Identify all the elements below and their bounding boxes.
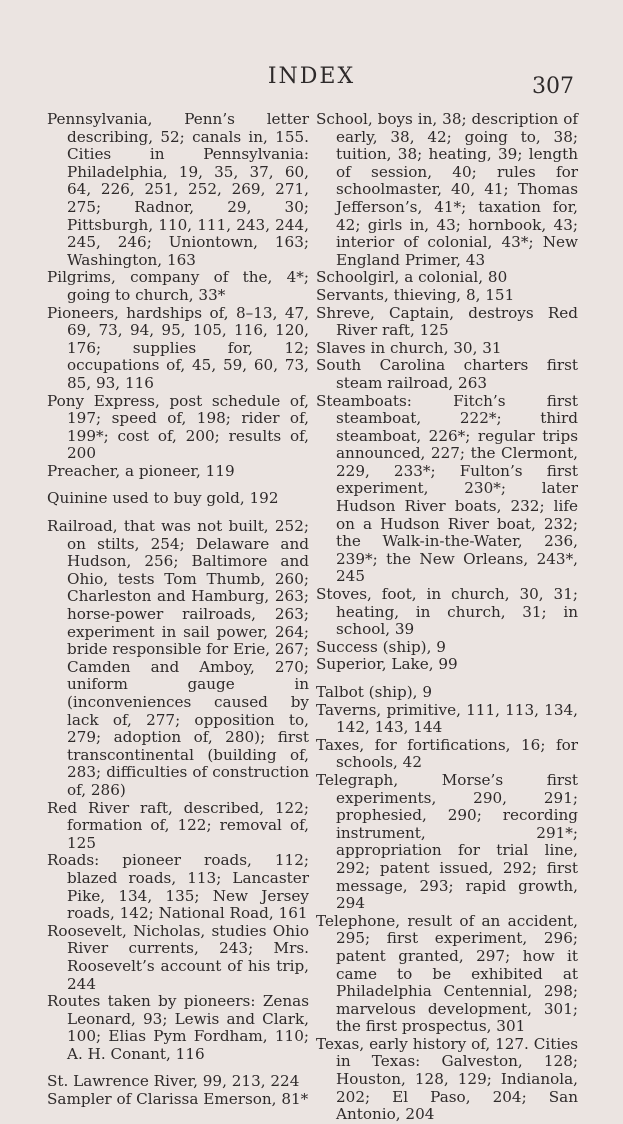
index-entry: Pony Express, post schedule of, 197; speed of, 198; rider of, 199*; cost of, 200; results of, 200: [47, 391, 309, 463]
index-entry: Schoolgirl, a colonial, 80: [316, 268, 508, 287]
index-entry: Talbot (ship), 9: [316, 683, 432, 701]
index-entry: Red River raft, described, 122; formation of, 122; removal of, 125: [47, 798, 309, 852]
index-entry: Routes taken by pioneers: Zenas Leonard, 93; Lewis and Clark, 100; Elias Pym Fordham, 110; A. H. Conant, 116: [47, 992, 309, 1063]
index-entry: Success (ship), 9: [316, 637, 446, 656]
index-entry: Preacher, a pioneer, 119: [47, 461, 235, 480]
index-entry: Sampler of Clarissa Emerson, 81*: [47, 1090, 309, 1109]
index-entry: Taverns, primitive, 111, 113, 134, 142, 143, 144: [316, 700, 578, 737]
index-entry: Taxes, for fortifications, 16; for schools, 42: [316, 735, 578, 772]
index-entry: Servants, thieving, 8, 151: [316, 285, 515, 304]
index-entry: Telephone, result of an accident, 295; first experiment, 296; patent granted, 297; how it came to be exhibited at Philadelphia Centennial, 298; marvelous development, 301; the first prospectus, 301: [316, 911, 578, 1036]
index-entry: Superior, Lake, 99: [316, 655, 458, 674]
index-entry: Slaves in church, 30, 31: [316, 338, 502, 357]
index-column-left: [47, 111, 309, 1109]
index-entry: Texas, early history of, 127. Cities in Texas: Galveston, 128; Houston, 128, 129; Indianola, 202; El Paso, 204; San Antonio, 204: [316, 1034, 578, 1124]
index-entry: Shreve, Captain, destroys Red River raft, 125: [316, 303, 578, 340]
page-number: 307: [532, 74, 574, 99]
index-entry: Telegraph, Morse’s first experiments, 290, 291; prophesied, 290; recording instrument, 291*; appropriation for trial line, 292; patent issued, 292; first message, 293; rapid growth, 294: [316, 770, 578, 913]
index-entry: St. Lawrence River, 99, 213, 224: [47, 1072, 300, 1091]
index-entry: South Carolina charters first steam railroad, 263: [316, 356, 578, 392]
index-column-right: [316, 111, 578, 1124]
index-entry: Railroad, that was not built, 252; on stilts, 254; Delaware and Hudson, 256; Baltimore and Ohio, tests Tom Thumb, 260; Charleston and Hamburg, 263; horse-power railroads, 263; experiment in sail power, 264; bride responsible for Erie, 267; Camden and Amboy, 270; uniform gauge in (inconveniences caused by lack of, 277; opposition to, 279; adoption of, 280); first transcontinental (building of, 283; difficulties of construction of, 286): [47, 517, 309, 799]
index-entry: Steamboats: Fitch’s first steamboat, 222*; third steamboat, 226*; regular trips announced, 227; the Clermont, 229, 233*; Fulton’s first experiment, 230*; later Hudson River boats, 232; life on a Hudson River boat, 232; the Walk-in-the-Water, 236, 239*; the New Orleans, 243*, 245: [316, 391, 578, 586]
index-entry: Pioneers, hardships of, 8–13, 47, 69, 73, 94, 95, 105, 116, 120, 176; supplies for, 12; occupations of, 45, 59, 60, 73, 85, 93, 116: [47, 303, 309, 392]
index-entry: Stoves, foot, in church, 30, 31; heating, in church, 31; in school, 39: [316, 585, 578, 639]
index-entry: Pennsylvania, Penn’s letter describing, 52; canals in, 155. Cities in Pennsylvania: Philadelphia, 19, 35, 37, 60, 64, 226, 251, 252, 269, 271, 275; Radnor, 29, 30; Pittsburgh, 110, 111, 243, 244, 245, 246; Uniontown, 163; Washington, 163: [47, 110, 309, 269]
index-entry: School, boys in, 38; description of early, 38, 42; going to, 38; tuition, 38; heating, 39; length of session, 40; rules for schoolmaster, 40, 41; Thomas Jefferson’s, 41*; taxation for, 42; girls in, 43; hornbook, 43; interior of colonial, 43*; New England Primer, 43: [316, 110, 578, 269]
index-entry: Roosevelt, Nicholas, studies Ohio River currents, 243; Mrs. Roosevelt’s account of his trip, 244: [47, 921, 309, 993]
index-entry: Quinine used to buy gold, 192: [47, 489, 279, 508]
index-entry: Pilgrims, company of the, 4*; going to church, 33*: [47, 268, 309, 304]
running-head: INDEX: [267, 64, 356, 89]
index-entry: Roads: pioneer roads, 112; blazed roads, 113; Lancaster Pike, 134, 135; New Jersey roads, 142; National Road, 161: [47, 851, 309, 923]
